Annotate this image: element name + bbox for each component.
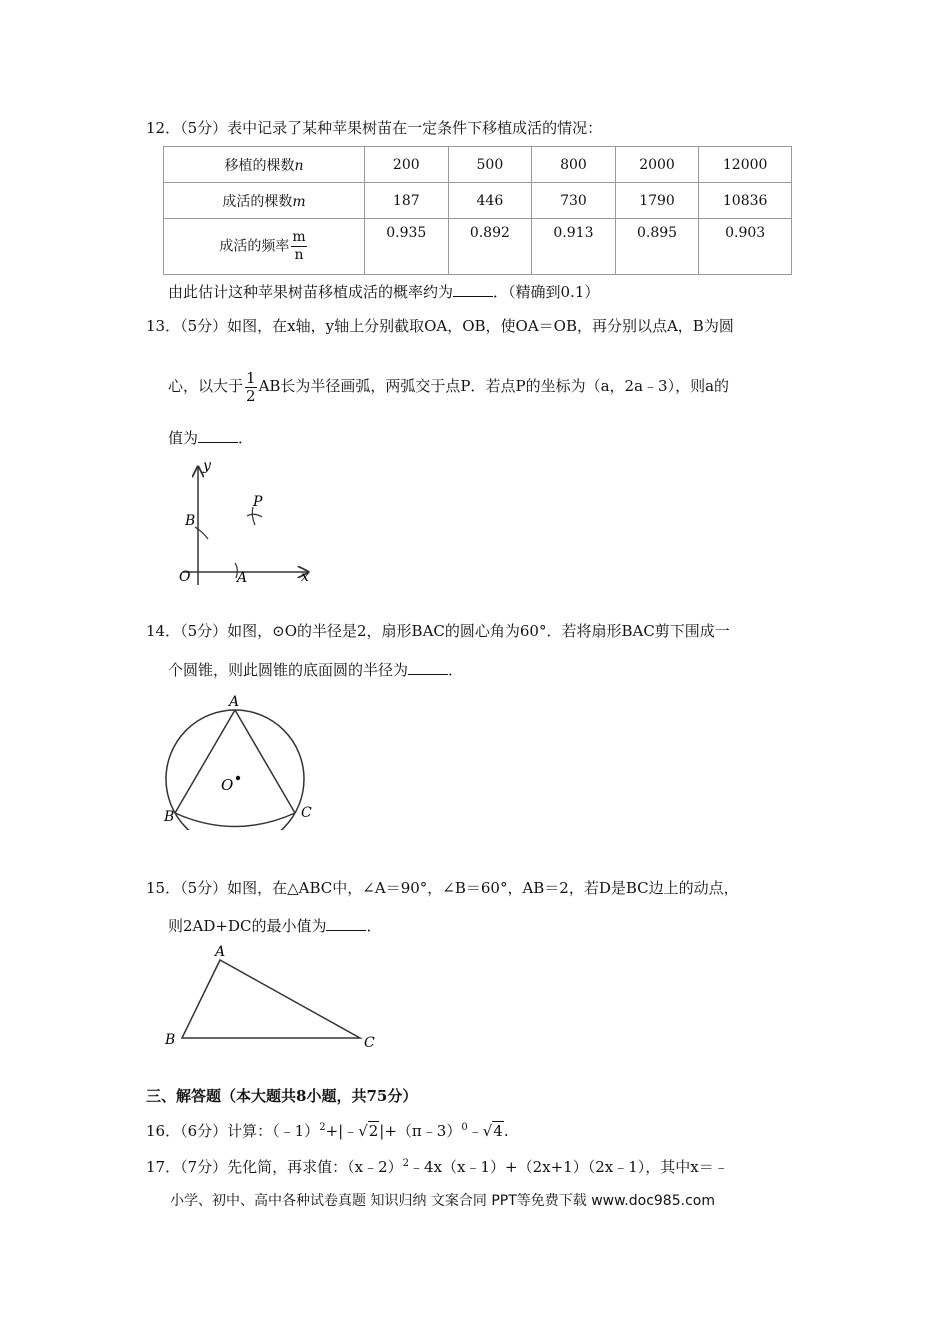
table-cell: 730 xyxy=(532,183,616,219)
q13-figure xyxy=(165,455,325,590)
table-cell: 0.892 xyxy=(448,219,532,275)
table-cell: 200 xyxy=(365,147,449,183)
sqrt-sign: √ xyxy=(358,1122,368,1140)
q16-stem: 16．（6分）计算：（﹣1）$^2$+|﹣√2|+（π﹣3）$^0$﹣√4. xyxy=(146,1122,509,1140)
sqrt-sign: √ xyxy=(482,1122,493,1140)
q13-line2: 心，以大于 $\frac{1}{2}$ AB长为半径画弧，两弧交于点P．若点P的坐标为（a，2a﹣3），则a的 xyxy=(168,368,730,405)
arc-bc xyxy=(175,813,295,827)
center-dot xyxy=(236,776,240,780)
q12-text: 表中记录了某种苹果树苗在一定条件下移植成活的情况： xyxy=(227,119,603,137)
label-b: B xyxy=(164,809,175,825)
table-cell: 0.895 xyxy=(615,219,699,275)
table-cell: 2000 xyxy=(615,147,699,183)
label-o: O xyxy=(221,776,234,794)
answer-blank xyxy=(453,282,493,297)
table-cell: 0.935 xyxy=(365,219,449,275)
table-row xyxy=(164,183,792,219)
row-header: 成活的棵数m xyxy=(164,183,365,219)
label-o: O xyxy=(179,569,191,585)
row-header: 移植的棵数n xyxy=(164,147,365,183)
label-y: y xyxy=(203,458,211,474)
label-p: P xyxy=(253,494,263,510)
arc-b xyxy=(195,527,208,539)
q12-number: 12． xyxy=(146,119,181,137)
fraction: $\frac{1}{2}$ xyxy=(246,368,256,405)
segment-ac xyxy=(235,710,295,813)
label-a: A xyxy=(215,944,226,960)
table-cell: 500 xyxy=(448,147,532,183)
q14-line2: 个圆锥，则此圆锥的底面圆的半径为 ． xyxy=(168,661,464,679)
segment-ab xyxy=(175,710,235,813)
table-cell: 0.913 xyxy=(532,219,616,275)
section-heading: 三、解答题（本大题共8小题，共75分） xyxy=(146,1087,418,1105)
answer-blank xyxy=(198,428,238,443)
q15-figure xyxy=(160,940,385,1055)
q12-conclusion: 由此估计这种苹果树苗移植成活的概率约为 ．（精确到0.1） xyxy=(168,283,600,301)
table-row xyxy=(164,219,792,275)
q12-table xyxy=(163,146,792,275)
label-x: x xyxy=(301,569,309,585)
q13-line3: 值为 ． xyxy=(168,429,254,447)
circle-o xyxy=(166,710,304,830)
row-header: 成活的频率 $\frac{m}{n}$ xyxy=(164,219,365,275)
q15-line2: 则2AD+DC的最小值为 ． xyxy=(168,917,382,935)
table-cell: 1790 xyxy=(615,183,699,219)
label-c: C xyxy=(364,1035,375,1051)
fraction: $\frac{m}{n}$ xyxy=(292,229,306,263)
label-c: C xyxy=(301,805,312,821)
q13-stem: 13．（5分）如图，在x轴，y轴上分别截取OA，OB，使OA＝OB，再分别以点A，B为圆 xyxy=(146,317,734,335)
q12-score: （5分） xyxy=(180,119,228,137)
footer-text: 小学、初中、高中各种试卷真题 知识归纳 文案合同 PPT等免费下载 www.doc985.com xyxy=(170,1193,715,1209)
answer-blank xyxy=(408,660,448,675)
answer-blank xyxy=(326,916,366,931)
table-row xyxy=(164,147,792,183)
label-a: A xyxy=(237,570,248,586)
q12-stem xyxy=(146,118,602,138)
label-a: A xyxy=(229,694,240,710)
table-cell: 187 xyxy=(365,183,449,219)
triangle-abc xyxy=(182,960,360,1038)
q15-stem: 15．（5分）如图，在△ABC中，∠A＝90°，∠B＝60°，AB＝2，若D是BC边上的动点， xyxy=(146,879,739,897)
table-cell: 0.903 xyxy=(699,219,792,275)
table-cell: 800 xyxy=(532,147,616,183)
label-b: B xyxy=(185,513,196,529)
label-b: B xyxy=(165,1032,176,1048)
q17-stem: 17．（7分）先化简，再求值：（x﹣2）$^2$﹣4x（x﹣1）+（2x+1）（2x﹣1），其中x＝﹣ xyxy=(146,1158,729,1176)
q14-stem: 14．（5分）如图，⊙O的半径是2，扇形BAC的圆心角为60°．若将扇形BAC剪下围成一 xyxy=(146,622,730,640)
table-cell: 12000 xyxy=(699,147,792,183)
q14-figure xyxy=(160,690,330,830)
arc-p1 xyxy=(247,514,262,517)
table-cell: 10836 xyxy=(699,183,792,219)
table-cell: 446 xyxy=(448,183,532,219)
